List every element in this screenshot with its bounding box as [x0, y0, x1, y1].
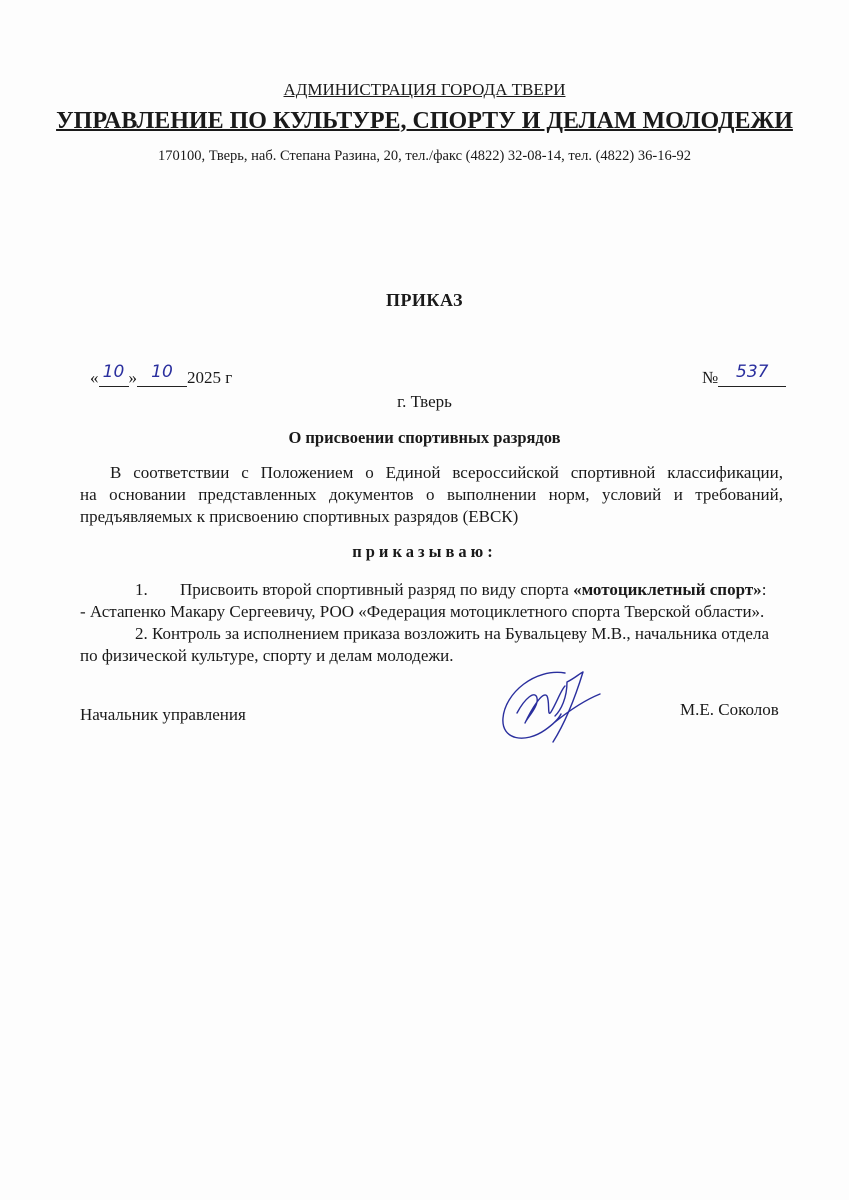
administration-heading: АДМИНИСТРАЦИЯ ГОРОДА ТВЕРИ — [283, 80, 566, 99]
intro-line: В соответствии с Положением о Единой всероссийской спортивной классификации, — [110, 463, 783, 482]
signature-stroke — [553, 672, 583, 742]
signature-stroke — [555, 694, 600, 722]
department-address: 170100, Тверь, наб. Степана Разина, 20, тел./факс (4822) 32-08-14, тел. (4822) 36-16-92 — [157, 148, 692, 164]
order-date — [90, 362, 233, 388]
date-day: 10 — [102, 362, 125, 382]
item-number: 2. — [135, 624, 148, 643]
department-heading: УПРАВЛЕНИЕ ПО КУЛЬТУРЕ, СПОРТУ И ДЕЛАМ МОЛОДЕЖИ — [56, 108, 793, 134]
date-year: 2025 г — [187, 368, 233, 387]
signatory-position: Начальник управления — [80, 705, 246, 724]
number-field — [718, 362, 786, 387]
order-item-1 — [135, 580, 766, 600]
order-item-2-continuation: по физической культуре, спорту и делам молодежи. — [80, 646, 454, 665]
document-subject: О присвоении спортивных разрядов — [288, 428, 561, 447]
handwritten-signature — [495, 668, 615, 748]
item-text: Контроль за исполнением приказа возложить на Бувальцеву М.В., начальника отдела — [152, 624, 770, 643]
intro-paragraph — [80, 462, 783, 528]
number-label: № — [702, 368, 719, 387]
order-number — [702, 362, 786, 388]
document-title: ПРИКАЗ — [385, 290, 464, 310]
sport-name: «мотоциклетный спорт» — [573, 580, 762, 599]
signatory-name: М.Е. Соколов — [680, 700, 779, 719]
number-value: 537 — [736, 362, 769, 382]
date-month: 10 — [151, 362, 173, 382]
order-item-1-continuation: - Астапенко Макару Сергеевичу, РОО «Федерация мотоциклетного спорта Тверской области». — [80, 602, 765, 621]
item-text: Присвоить второй спортивный разряд по виду спорта — [180, 580, 574, 599]
item-number: 1. — [135, 580, 148, 599]
order-item-2 — [135, 624, 769, 644]
intro-line: на основании представленных документов о выполнении норм, условий и требований, — [80, 485, 783, 504]
signature-stroke — [517, 686, 565, 723]
item-suffix: : — [761, 580, 767, 599]
date-close-quote: » — [128, 368, 137, 387]
date-open-quote: « — [90, 368, 99, 387]
order-directive: приказываю: — [352, 542, 497, 561]
intro-line: предъявляемых к присвоению спортивных разрядов (ЕВСК) — [80, 507, 519, 526]
document-city: г. Тверь — [397, 392, 452, 411]
date-day-field — [99, 362, 129, 387]
date-month-field — [137, 362, 187, 387]
